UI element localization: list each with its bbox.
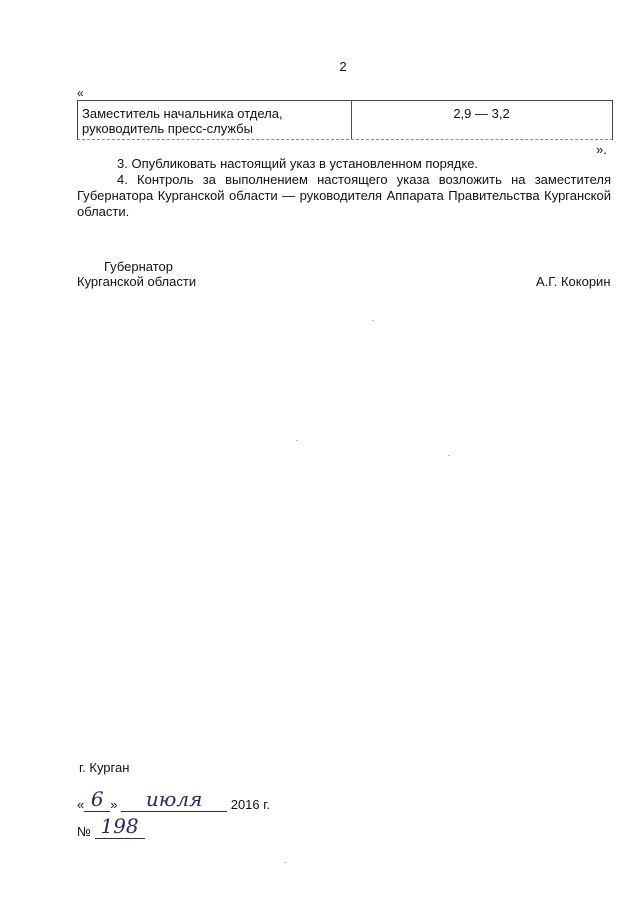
decree-number-slot [95, 814, 145, 839]
scan-speck [448, 455, 450, 456]
table-value-cell: 2,9 — 3,2 [453, 106, 510, 121]
page-number: 2 [339, 59, 347, 74]
date-open-quote: « [77, 797, 85, 812]
scan-speck [284, 862, 286, 863]
date-month-slot [121, 787, 227, 812]
city-label: г. Курган [79, 760, 130, 775]
date-close-quote: » [110, 797, 118, 812]
paragraph-3: 3. Опубликовать настоящий указ в установленном порядке. [117, 156, 479, 171]
date-month: июля [145, 787, 203, 811]
table-close-quote: ». [596, 142, 607, 157]
signature-title-line-1: Губернатор [104, 259, 173, 274]
number-label: № [77, 824, 91, 839]
date-day-slot [84, 787, 110, 812]
scan-speck [296, 440, 298, 441]
position-line-2: руководитель пресс-службы [82, 121, 253, 136]
position-line-1: Заместитель начальника отдела, [82, 106, 283, 121]
date-year: 2016 г. [230, 797, 271, 812]
date-line [77, 787, 271, 812]
salary-table [77, 100, 613, 140]
table-position-cell [82, 106, 283, 136]
decree-number: 198 [100, 814, 139, 838]
date-day: 6 [90, 787, 104, 811]
scan-speck [372, 320, 374, 321]
table-open-quote: « [77, 86, 84, 100]
signature-name: А.Г. Кокорин [536, 274, 611, 289]
signature-title-line-2: Курганской области [77, 274, 197, 289]
paragraph-4: 4. Контроль за выполнением настоящего указа возложить на заместителя Губернатора Курганской области — руководителя Аппарата Правительства Курганской области. [77, 172, 611, 219]
decree-number-line [77, 814, 145, 839]
